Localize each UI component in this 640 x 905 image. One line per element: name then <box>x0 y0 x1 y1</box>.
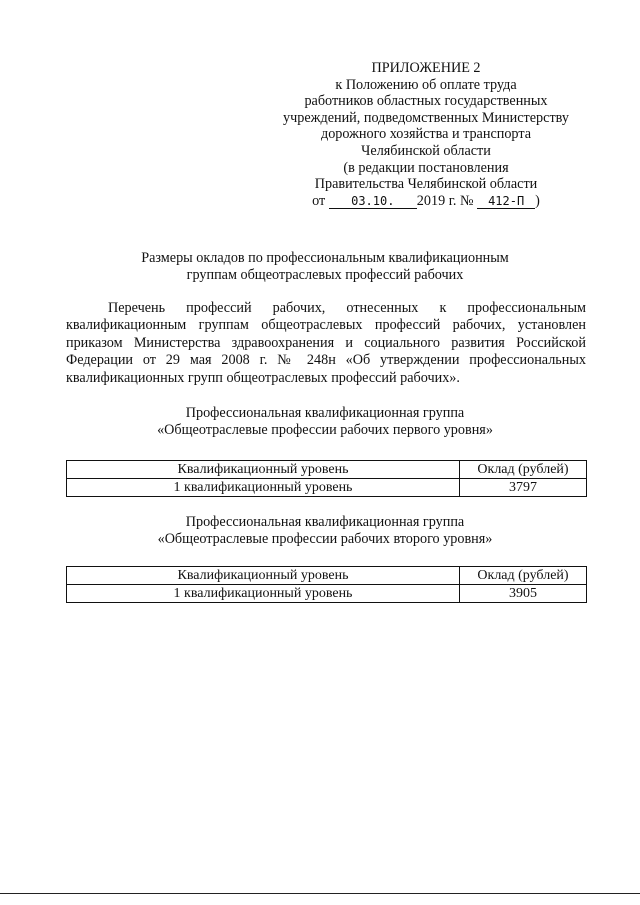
group-heading-line: Профессиональная квалификационная группа <box>185 514 465 530</box>
cell-level: 1 квалификационный уровень <box>67 585 460 603</box>
group-heading-line: «Общеотраслевые профессии рабочих второго уровня» <box>157 531 493 548</box>
appendix-title: ПРИЛОЖЕНИЕ 2 <box>371 60 481 76</box>
resolution-number: 412-П <box>477 194 535 209</box>
table-row <box>67 585 587 603</box>
group-heading-line: «Общеотраслевые профессии рабочих первого уровня» <box>157 422 493 439</box>
table-header-row <box>67 461 587 479</box>
appendix-line: к Положению об оплате труда <box>335 76 517 93</box>
salary-table-first-level <box>66 460 587 497</box>
appendix-line: дорожного хозяйства и транспорта <box>320 126 532 143</box>
appendix-line: Правительства Челябинской области <box>314 176 538 193</box>
table-row <box>67 479 587 497</box>
salary-table-second-level <box>66 566 587 603</box>
resolution-year: 2019 г. № <box>416 192 474 209</box>
date-prefix: от <box>312 192 326 209</box>
appendix-line: учреждений, подведомственных Министерству <box>283 109 569 126</box>
header-cell-salary: Оклад (рублей) <box>460 461 587 479</box>
cell-salary: 3797 <box>460 479 587 497</box>
scan-edge-line <box>0 893 640 894</box>
document-title <box>60 250 590 284</box>
appendix-line: (в редакции постановления <box>343 159 509 176</box>
cell-salary: 3905 <box>460 585 587 603</box>
header-cell-salary: Оклад (рублей) <box>460 567 587 585</box>
group-heading-line: Профессиональная квалификационная группа <box>185 405 465 421</box>
group-heading-second-level <box>60 514 590 549</box>
appendix-line: работников областных государственных <box>304 93 548 110</box>
resolution-date-line <box>258 193 594 210</box>
header-cell-level: Квалификационный уровень <box>67 567 460 585</box>
group-heading-first-level <box>60 405 590 440</box>
document-title-line: Размеры окладов по профессиональным квалификационным <box>141 250 509 266</box>
intro-paragraph: Перечень профессий рабочих, отнесенных к профессиональным квалификационным группам общеотраслевых профессий рабочих, установлен приказом Министерства здравоохранения и социального развития Российской Федерации от 29 мая 2008 г. № 248н «Об утверждении профессиональных квалификационных групп общеотраслевых профессий рабочих». <box>66 300 586 386</box>
closing-paren: ) <box>535 192 540 209</box>
appendix-header <box>258 60 594 209</box>
resolution-date: 03.10. <box>329 194 417 209</box>
header-cell-level: Квалификационный уровень <box>67 461 460 479</box>
table-header-row <box>67 567 587 585</box>
cell-level: 1 квалификационный уровень <box>67 479 460 497</box>
appendix-line: Челябинской области <box>361 142 491 159</box>
document-title-line: группам общеотраслевых профессий рабочих <box>186 267 464 283</box>
